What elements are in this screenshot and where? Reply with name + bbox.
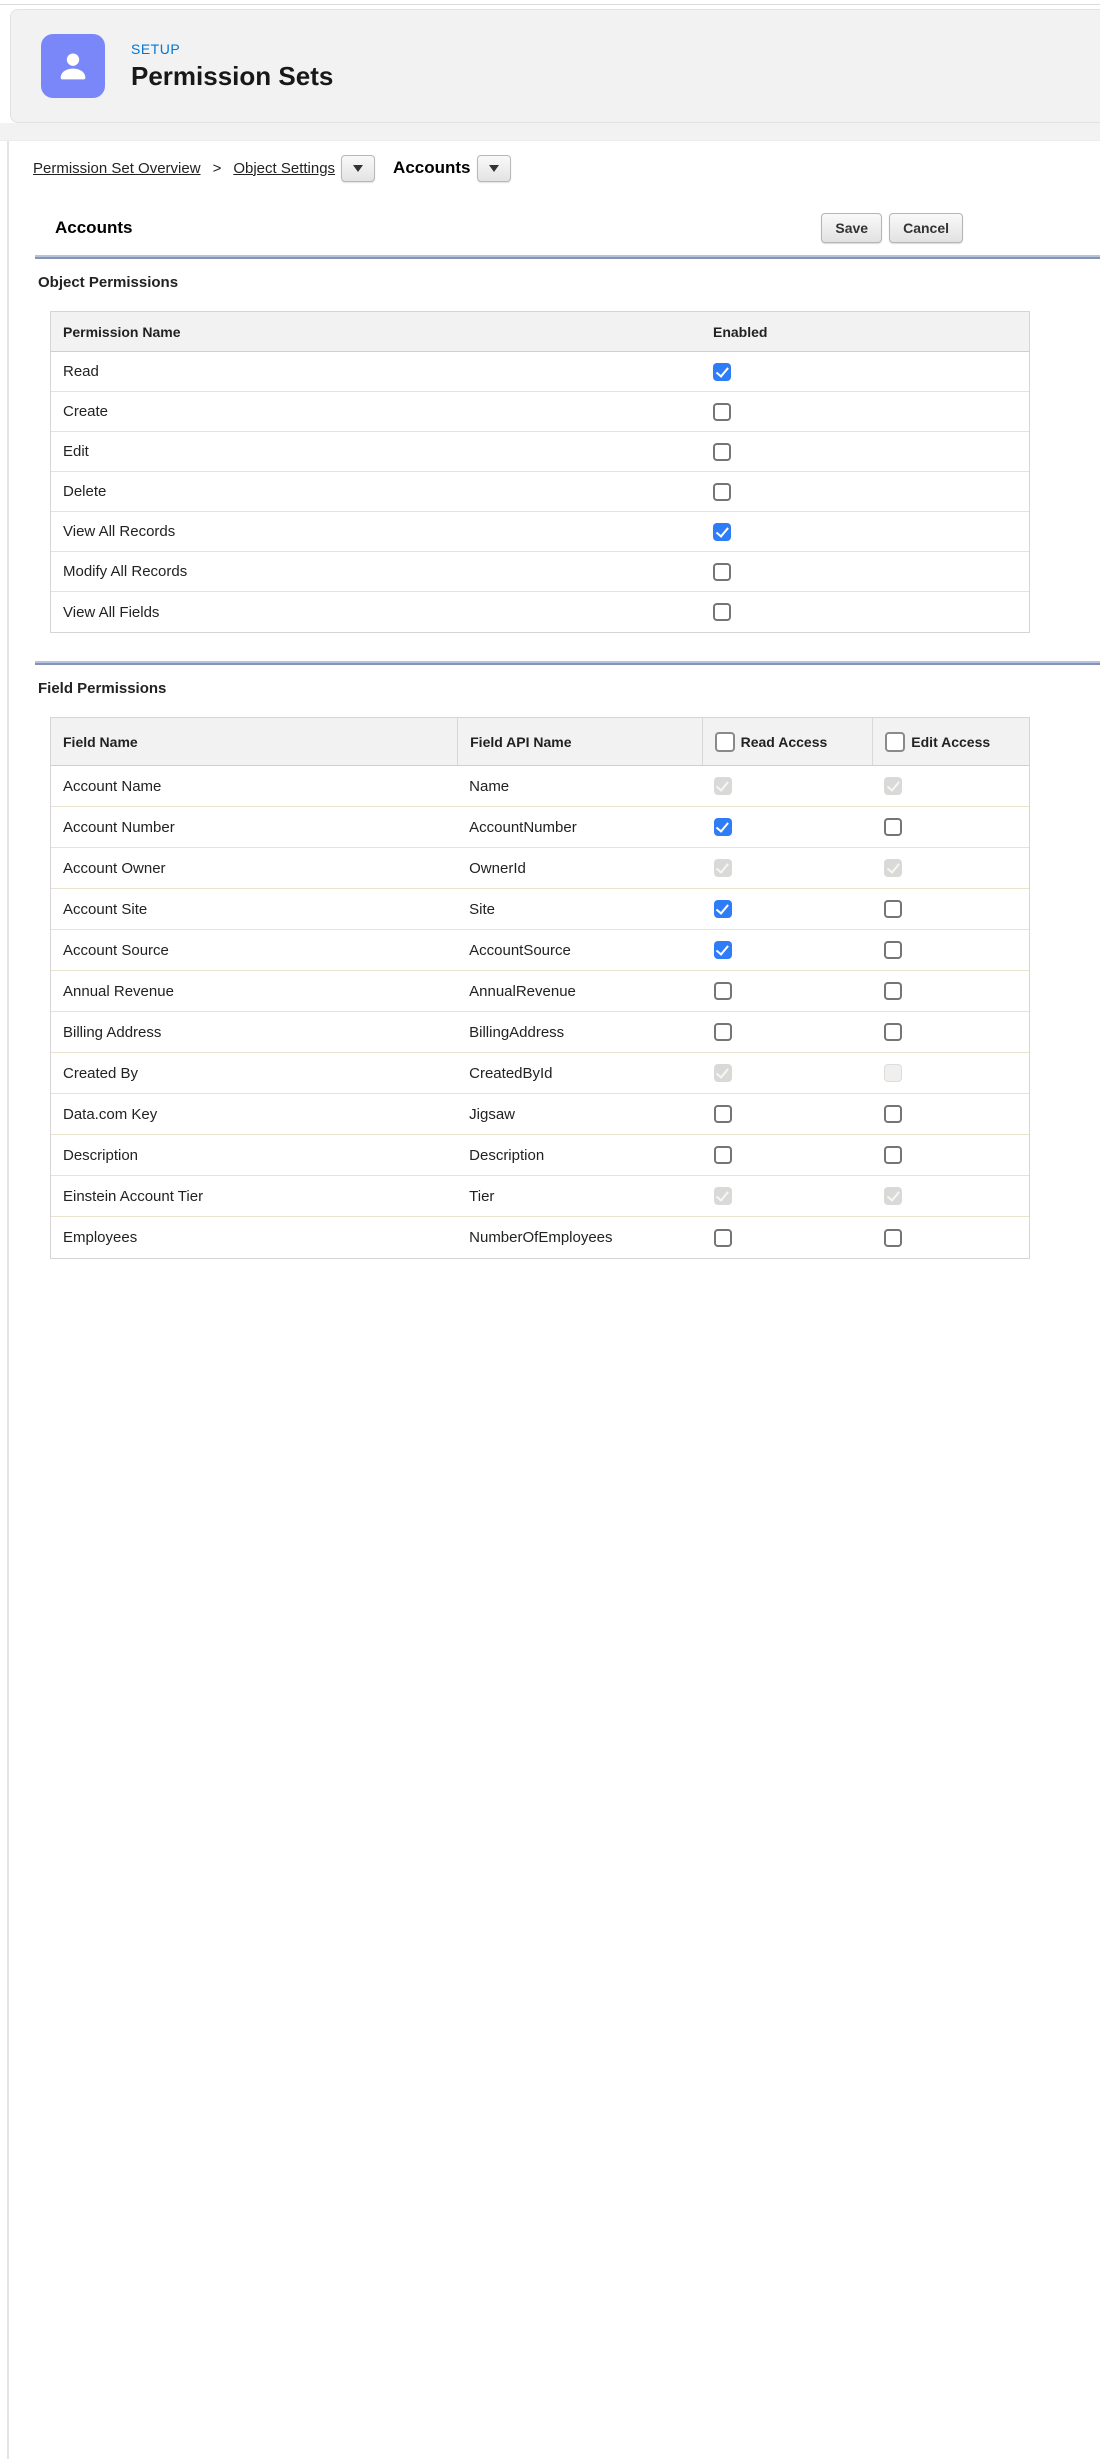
field-api-name: AccountSource — [469, 941, 571, 959]
enabled-checkbox[interactable] — [713, 363, 731, 381]
object-permission-row — [51, 472, 1029, 512]
field-permissions-table-header — [51, 718, 1029, 766]
column-header-field-name: Field Name — [63, 733, 138, 750]
field-name: Account Owner — [63, 859, 166, 877]
read-access-cell — [702, 1176, 873, 1216]
field-permission-row — [51, 1094, 1029, 1135]
read-access-checkbox[interactable] — [714, 941, 732, 959]
permission-name: Delete — [63, 483, 107, 500]
user-icon — [41, 34, 105, 98]
edit-access-checkbox[interactable] — [884, 982, 902, 1000]
action-header — [55, 211, 963, 244]
field-name: Description — [63, 1146, 139, 1164]
object-permission-row — [51, 432, 1029, 472]
field-permissions-table — [50, 717, 1030, 1259]
enabled-checkbox[interactable] — [713, 523, 731, 541]
enabled-cell — [701, 592, 1029, 632]
enabled-cell — [701, 352, 1029, 391]
read-access-checkbox — [714, 1064, 732, 1082]
field-name: Employees — [63, 1229, 138, 1246]
column-header-enabled: Enabled — [713, 323, 768, 340]
read-access-checkbox[interactable] — [714, 1105, 732, 1123]
breadcrumb-overview-link[interactable]: Permission Set Overview — [33, 159, 201, 177]
enabled-checkbox[interactable] — [713, 563, 731, 581]
permission-name: Modify All Records — [63, 563, 188, 580]
read-access-cell — [702, 848, 873, 888]
edit-access-checkbox[interactable] — [884, 818, 902, 836]
column-header-permission-name: Permission Name — [63, 323, 181, 340]
accounts-dropdown-button[interactable] — [477, 155, 511, 182]
field-name: Annual Revenue — [63, 982, 174, 1000]
field-permissions-title: Field Permissions — [38, 680, 167, 697]
edit-access-cell — [872, 971, 1029, 1011]
object-heading: Accounts — [55, 217, 133, 237]
edit-access-checkbox[interactable] — [884, 900, 902, 918]
read-access-checkbox[interactable] — [714, 1146, 732, 1164]
enabled-checkbox[interactable] — [713, 483, 731, 501]
object-permissions-table — [50, 311, 1030, 633]
breadcrumb-current-object: Accounts — [393, 158, 471, 177]
read-access-cell — [702, 971, 873, 1011]
edit-access-checkbox — [884, 1187, 902, 1205]
field-name: Einstein Account Tier — [63, 1187, 204, 1205]
breadcrumb-object-settings-link[interactable]: Object Settings — [233, 159, 336, 177]
object-permission-row — [51, 552, 1029, 592]
content-frame — [0, 141, 1100, 1259]
permission-name: View All Fields — [63, 603, 160, 621]
object-permissions-table-header — [51, 312, 1029, 352]
read-access-cell — [702, 1135, 873, 1175]
field-api-name: AnnualRevenue — [469, 982, 576, 1000]
edit-access-cell — [872, 1012, 1029, 1052]
field-api-name: Description — [469, 1146, 545, 1164]
edit-access-checkbox[interactable] — [884, 941, 902, 959]
permission-name: View All Records — [63, 523, 176, 540]
cancel-button[interactable]: Cancel — [889, 213, 963, 243]
chevron-down-icon — [489, 165, 499, 172]
read-access-cell — [702, 889, 873, 929]
field-name: Data.com Key — [63, 1105, 158, 1123]
object-permissions-rows — [51, 352, 1029, 632]
edit-access-cell — [872, 807, 1029, 847]
setup-eyebrow: SETUP — [131, 40, 181, 57]
column-header-read-access — [702, 718, 873, 765]
enabled-checkbox[interactable] — [713, 603, 731, 621]
permission-name: Read — [63, 363, 99, 380]
read-access-checkbox[interactable] — [714, 900, 732, 918]
enabled-cell — [701, 472, 1029, 511]
field-permission-row — [51, 1012, 1029, 1053]
breadcrumb — [33, 151, 1100, 185]
top-border-line — [0, 0, 1100, 5]
enabled-checkbox[interactable] — [713, 403, 731, 421]
edit-access-cell — [872, 930, 1029, 970]
edit-access-checkbox[interactable] — [884, 1105, 902, 1123]
field-permission-row — [51, 971, 1029, 1012]
read-access-select-all-checkbox[interactable] — [715, 732, 735, 752]
edit-access-checkbox — [884, 777, 902, 795]
column-header-field-api-name: Field API Name — [457, 718, 702, 765]
enabled-cell — [701, 512, 1029, 551]
edit-access-cell — [872, 889, 1029, 929]
field-api-name: Name — [469, 777, 510, 795]
field-api-name: OwnerId — [469, 859, 526, 877]
field-permissions-rows — [51, 766, 1029, 1258]
permission-name: Create — [63, 403, 109, 420]
breadcrumb-separator: > — [212, 159, 222, 177]
field-api-name: Site — [469, 900, 495, 918]
page-title: Permission Sets — [131, 60, 334, 91]
read-access-cell — [702, 766, 873, 806]
read-access-checkbox — [714, 859, 732, 877]
section-divider — [35, 661, 1100, 665]
edit-access-cell — [872, 1094, 1029, 1134]
enabled-cell — [701, 392, 1029, 431]
field-permission-row — [51, 889, 1029, 930]
field-permission-row — [51, 766, 1029, 807]
read-access-cell — [702, 1094, 873, 1134]
read-access-label: Read Access — [740, 733, 828, 750]
field-api-name: BillingAddress — [469, 1023, 565, 1041]
column-header-edit-access — [872, 718, 1029, 765]
field-name: Billing Address — [63, 1023, 162, 1041]
edit-access-checkbox[interactable] — [884, 1146, 902, 1164]
permission-name: Edit — [63, 443, 89, 460]
field-name: Account Site — [63, 900, 148, 918]
field-api-name: CreatedById — [469, 1064, 553, 1082]
section-divider — [35, 255, 1100, 259]
object-permission-row — [51, 512, 1029, 552]
chevron-down-icon — [353, 165, 363, 172]
object-permission-row — [51, 592, 1029, 632]
edit-access-checkbox — [884, 859, 902, 877]
field-permission-row — [51, 807, 1029, 848]
edit-access-cell — [872, 1176, 1029, 1216]
edit-access-cell — [872, 1135, 1029, 1175]
object-permissions-title: Object Permissions — [38, 274, 179, 291]
enabled-cell — [701, 432, 1029, 471]
field-api-name: Tier — [469, 1187, 495, 1205]
field-name: Account Source — [63, 941, 169, 959]
edit-access-checkbox[interactable] — [884, 1023, 902, 1041]
read-access-checkbox — [714, 1187, 732, 1205]
edit-access-cell — [872, 766, 1029, 806]
read-access-cell — [702, 1053, 873, 1093]
field-api-name: Jigsaw — [469, 1105, 515, 1123]
field-api-name: AccountNumber — [469, 818, 577, 836]
edit-access-cell — [872, 848, 1029, 888]
field-api-name: NumberOfEmployees — [469, 1229, 613, 1246]
edit-access-select-all-checkbox[interactable] — [885, 732, 905, 752]
object-permission-row — [51, 352, 1029, 392]
enabled-checkbox[interactable] — [713, 443, 731, 461]
object-permission-row — [51, 392, 1029, 432]
setup-header-card — [10, 9, 1100, 123]
read-access-cell — [702, 1012, 873, 1052]
edit-access-label: Edit Access — [911, 733, 991, 750]
header-gap-strip — [0, 123, 1100, 141]
field-permission-row — [51, 1053, 1029, 1094]
read-access-cell — [702, 930, 873, 970]
read-access-checkbox[interactable] — [714, 818, 732, 836]
field-name: Created By — [63, 1064, 139, 1082]
read-access-checkbox[interactable] — [714, 1023, 732, 1041]
object-settings-dropdown-button[interactable] — [341, 155, 375, 182]
field-permission-row — [51, 930, 1029, 971]
read-access-checkbox — [714, 777, 732, 795]
read-access-checkbox[interactable] — [714, 982, 732, 1000]
field-permission-row — [51, 1176, 1029, 1217]
field-permission-row — [51, 848, 1029, 889]
field-name: Account Name — [63, 777, 162, 795]
save-button[interactable]: Save — [821, 213, 882, 243]
edit-access-cell — [872, 1053, 1029, 1093]
read-access-cell — [702, 807, 873, 847]
enabled-cell — [701, 552, 1029, 591]
field-permission-row — [51, 1135, 1029, 1176]
edit-access-checkbox — [884, 1064, 902, 1082]
field-name: Account Number — [63, 818, 175, 836]
